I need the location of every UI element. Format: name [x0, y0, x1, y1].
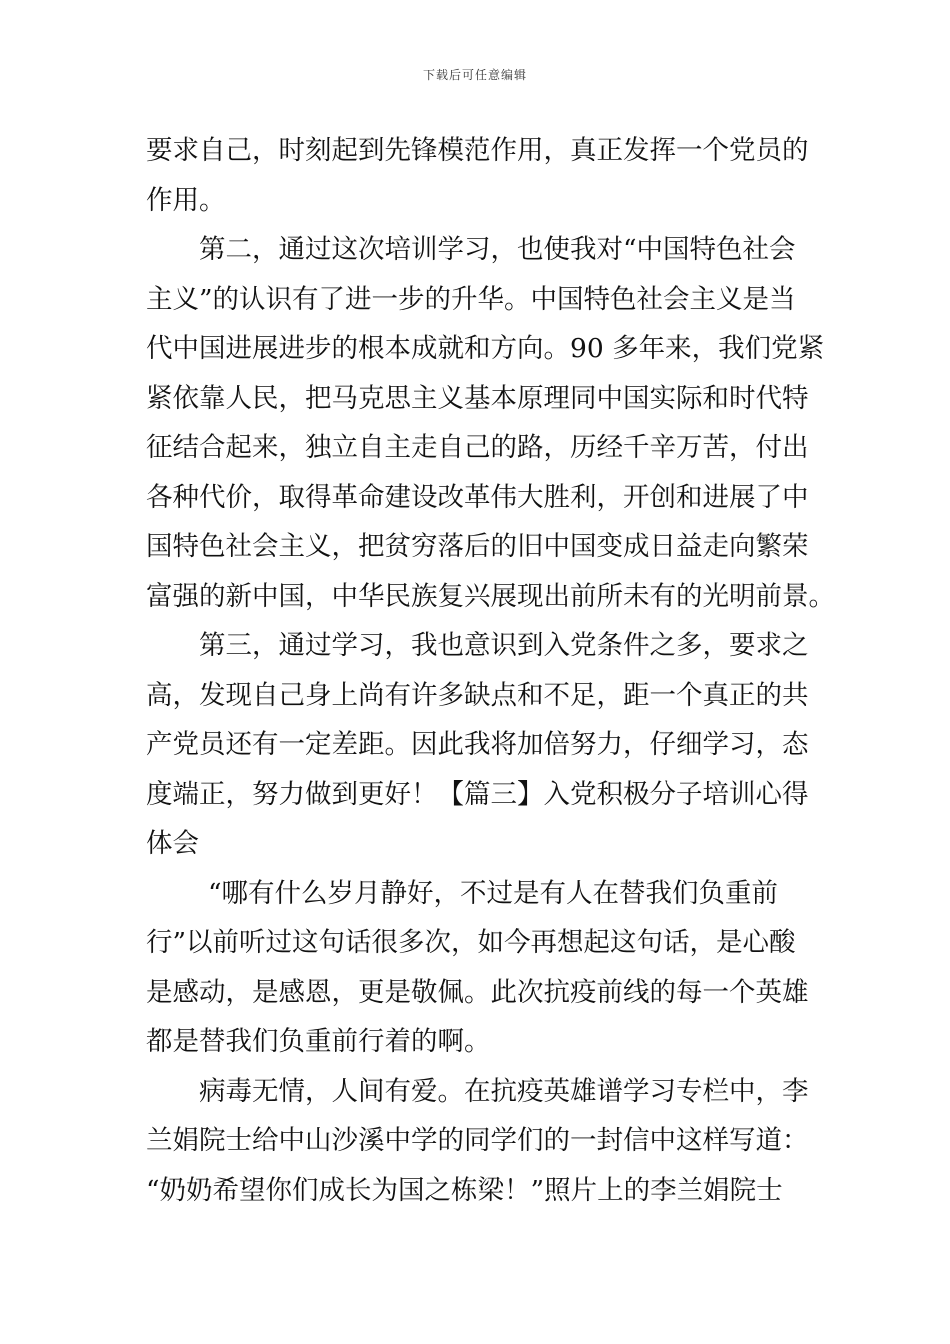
page-header: 下载后可任意编辑 — [422, 68, 527, 82]
text-line: 各种代价，取得革命建设改革伟大胜利，开创和进展了中 — [146, 481, 809, 513]
paragraph-start-line: 第三，通过学习，我也意识到入党条件之多，要求之 — [199, 630, 809, 661]
text-line: “奶奶希望你们成长为国之栋梁！”照片上的李兰娟院士 — [146, 1174, 783, 1206]
text-line: 都是替我们负重前行着的啊。 — [146, 1026, 491, 1057]
text-line: 国特色社会主义，把贫穷落后的旧中国变成日益走向繁荣 — [146, 531, 809, 562]
text-line: 度端正，努力做到更好！【篇三】入党积极分子培训心得 — [146, 778, 809, 810]
text-line: 高，发现自己身上尚有许多缺点和不足，距一个真正的共 — [146, 679, 809, 711]
document-body — [146, 126, 835, 1215]
text-line: 兰娟院士给中山沙溪中学的同学们的一封信中这样写道： — [146, 1125, 809, 1156]
text-line: 作用。 — [146, 184, 226, 216]
text-line: 主义”的认识有了进一步的升华。中国特色社会主义是当 — [146, 283, 796, 315]
text-line: 产党员还有一定差距。因此我将加倍努力，仔细学习，态 — [146, 729, 809, 760]
text-line: 紧依靠人民，把马克思主义基本原理同中国实际和时代特 — [146, 382, 809, 414]
paragraph-start-line: 病毒无情，人间有爱。在抗疫英雄谱学习专栏中，李 — [199, 1075, 809, 1107]
text-line: 代中国进展进步的根本成就和方向。90 多年来，我们党紧 — [146, 333, 825, 364]
text-line: 要求自己，时刻起到先锋模范作用，真正发挥一个党员的 — [146, 135, 809, 166]
text-line: 征结合起来，独立自主走自己的路，历经千辛万苦，付出 — [146, 432, 809, 463]
paragraph-start-line: 第二，通过这次培训学习，也使我对“中国特色社会 — [199, 234, 796, 265]
text-line: 是感动，是感恩，更是敬佩。此次抗疫前线的每一个英雄 — [146, 976, 809, 1008]
text-line: 体会 — [146, 828, 199, 859]
text-line: 行”以前听过这句话很多次，如今再想起这句话，是心酸 — [146, 927, 796, 958]
text-line: 富强的新中国，中华民族复兴展现出前所未有的光明前景。 — [146, 580, 835, 612]
paragraph-start-line: “哪有什么岁月静好，不过是有人在替我们负重前 — [208, 877, 779, 909]
